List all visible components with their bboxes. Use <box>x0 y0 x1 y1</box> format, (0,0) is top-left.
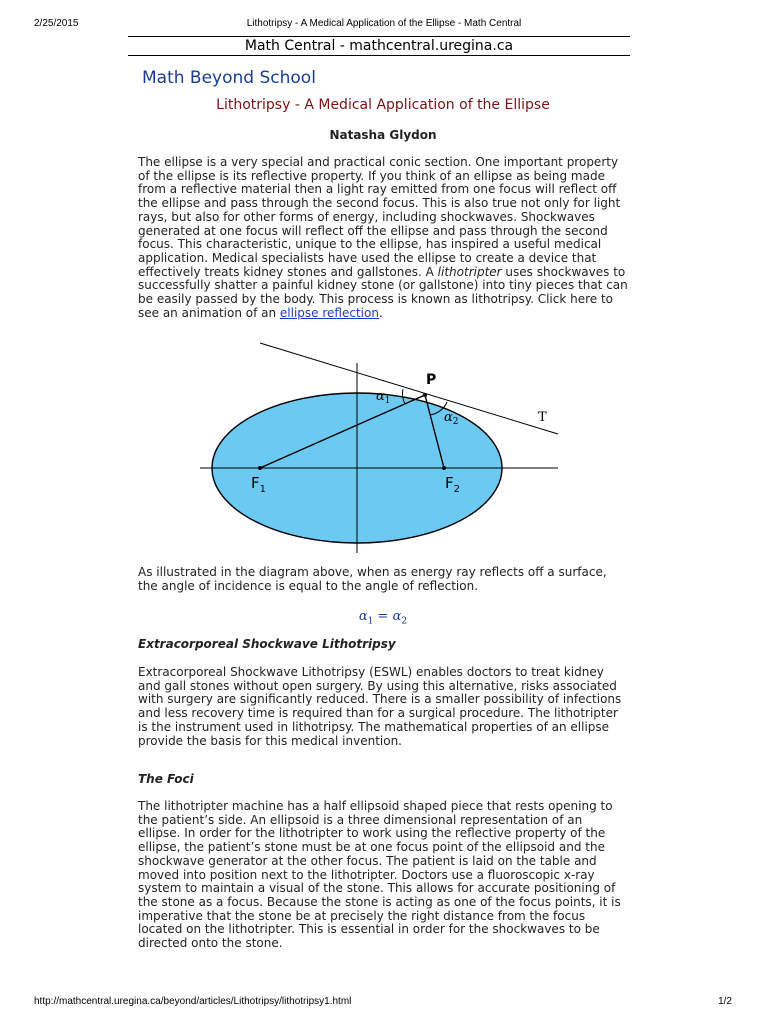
eswl-heading: Extracorporeal Shockwave Lithotripsy <box>138 637 396 651</box>
ellipse-reflection-diagram <box>200 338 570 558</box>
tangent-label: T <box>538 410 547 425</box>
lithotripter-term: lithotripter <box>437 264 502 279</box>
focus-2-label: $F_2$ <box>445 474 461 495</box>
angle-equation: $\alpha_1 = \alpha_2$ <box>358 609 408 627</box>
page-number: 1/2 <box>718 996 732 1007</box>
intro-paragraph <box>138 156 628 320</box>
ellipse-reflection-link[interactable]: ellipse reflection <box>279 305 379 320</box>
section-title: Math Beyond School <box>142 68 316 88</box>
foci-paragraph: The lithotripter machine has a half ellipsoid shaped piece that rests opening to the patient’s side. An ellipsoid is a three dimensional representation of an ellipse. In order for the lithotripter to work using the reflective property of the ellipse, the patient’s stone must be at one focus point of the ellipsoid and the shockwave generator at the other focus. The patient is laid on the table and moved into position next to the lithotripter. Doctors use a fluoroscopic x-ray system to maintain a visual of the stone. This allows for accurate positioning of the stone as a focus. Because the stone is acting as one of the focus points, it is imperative that the stone be at precisely the right distance from the focus located on the lithotripter. This is essential in order for the shockwaves to be directed onto the stone. <box>138 799 621 951</box>
focus-1-label: $F_1$ <box>251 474 267 495</box>
article-title: Lithotripsy - A Medical Application of the Ellipse <box>216 97 550 113</box>
intro-text-end: . <box>378 305 383 320</box>
print-page-title: Lithotripsy - A Medical Application of the Ellipse - Math Central <box>246 18 522 29</box>
site-banner: Math Central - mathcentral.uregina.ca <box>128 36 630 56</box>
print-url: http://mathcentral.uregina.ca/beyond/articles/Lithotripsy/lithotripsy1.html <box>34 996 352 1007</box>
intro-text-2: uses shockwaves to successfully shatter a painful kidney stone (or gallstone) into tiny pieces that can be easily passed by the body. This process is known as lithotripsy. Click here to see an animation of an <box>138 264 628 320</box>
angle-1-label: $\alpha_1$ <box>376 389 391 406</box>
print-date: 2/25/2015 <box>34 18 79 29</box>
eswl-paragraph: Extracorporeal Shockwave Lithotripsy (ESWL) enables doctors to treat kidney and gall stones without open surgery. By using this alternative, risks associated with surgery are significantly reduced. There is a smaller possibility of infections and less recovery time is required than for a surgical procedure. The lithotripter is the instrument used in lithotripsy. The mathematical properties of an ellipse provide the basis for this medical invention. <box>138 665 622 748</box>
focus-1-marker <box>258 466 262 470</box>
intro-text-1: The ellipse is a very special and practical conic section. One important property of the ellipse is its reflective property. If you think of an ellipse as being made from a reflective material then a light ray emitted from one focus will reflect off the ellipse and pass through the second focus. This is also true not only for light rays, but also for other forms of energy, including shockwaves. Shockwaves generated at one focus will reflect off the ellipse and pass through the second focus. This characteristic, unique to the ellipse, has inspired a useful medical application. Medical specialists have used the ellipse to create a device that effectively treats kidney stones and gallstones. A <box>138 155 621 279</box>
foci-heading: The Foci <box>138 772 194 786</box>
caption-paragraph: As illustrated in the diagram above, when as energy ray reflects off a surface, the angle of incidence is equal to the angle of reflection. <box>138 565 607 593</box>
point-p-marker <box>423 393 427 397</box>
point-p-label: P <box>426 372 437 388</box>
author-name: Natasha Glydon <box>329 128 437 142</box>
angle-2-label: $\alpha_2$ <box>444 410 459 427</box>
focus-2-marker <box>442 466 446 470</box>
